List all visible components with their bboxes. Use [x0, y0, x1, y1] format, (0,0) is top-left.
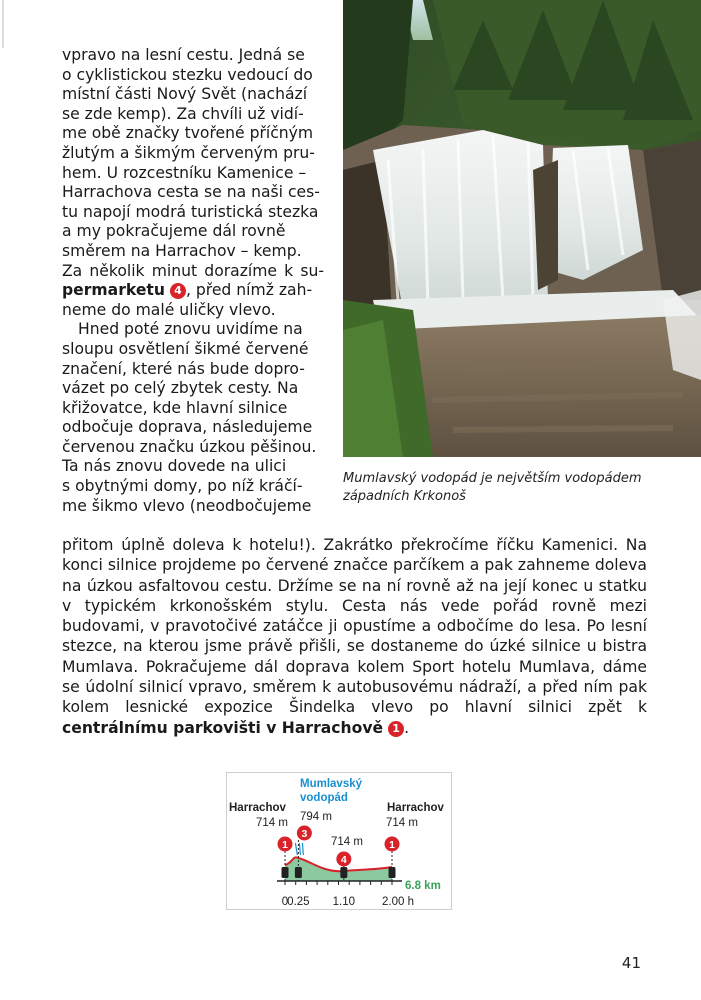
- paragraph-3-end: .: [404, 718, 410, 737]
- mid-elevation: 714 m: [331, 836, 363, 848]
- end-place-label: Harrachov: [387, 802, 444, 814]
- supermarket-bold: permarketu: [62, 281, 165, 300]
- waypoint-marker: [340, 867, 347, 878]
- waypoint-badge-4: 4: [170, 283, 186, 299]
- start-place-label: Harrachov: [229, 802, 286, 814]
- elevation-profile: [226, 772, 452, 910]
- time-tick-label: 1.10: [332, 896, 356, 908]
- waypoint-badge-number: 3: [301, 828, 308, 840]
- distance-label: 6.8 km: [405, 880, 441, 892]
- parking-bold: centrálnímu parkovišti v Harrachově: [62, 718, 384, 737]
- paragraph-3-text: přitom úplně doleva k hotelu!). Zakrátko překročíme říčku Kamenici. Na konci silnice projdeme po červené značce parčíkem a pak zahneme doleva na úzkou asfaltovou cestu. Držíme se na ní rovně až na její konec u statku v typickém krkonošském stylu. Cesta nás vede pořád rovně mezi budovami, v pravotočivé zatáčce ji opustíme a odbočíme do lesa. Po lesní stezce, na kterou jsme právě přišli, se dostaneme do úzké silnice u bistra Mumlava. Pokračujeme dál doprava kolem Sport hotelu Mumlava, dáme se údolní silnicí vpravo, směrem k autobusovému nádraží, a před ním pak kolem lesnické expozice Šindelka vlevo po hlavní silnici zpět k: [62, 536, 647, 717]
- end-elevation: 714 m: [386, 817, 418, 829]
- text-column: [62, 46, 324, 516]
- start-elevation: 714 m: [256, 817, 288, 829]
- waypoint-badge-number: 1: [389, 839, 395, 851]
- waypoint-badge-1: 1: [388, 721, 404, 737]
- photo-caption: Mumlavský vodopád je největším vodopádem západních Krkonoš: [343, 471, 642, 504]
- waypoint-badge-number: 4: [340, 854, 347, 866]
- paragraph-1-tail: neme do malé uličky vlevo.: [62, 300, 276, 319]
- text-full-width: [62, 535, 647, 738]
- paragraph-2: [62, 320, 324, 516]
- waypoint-badge-number: 1: [282, 839, 288, 851]
- paragraph-1-lines: vpravo na lesní cestu. Jedná se o cyklistickou stezku vedoucí do místní části Nový Svět (nachází se zde kemp). Za chvíli už vidí- me obě značky tvořené příčným žlutým a šikmým červeným pru- hem. U rozcestníku Kamenice – Harrachova cesta se na naši ces- tu napojí modrá turistická stezka a my pokračujeme dál rovně směrem na Harrachov – kemp. Za několik minut dorazíme k su-: [62, 46, 324, 280]
- page-number: 41: [621, 954, 641, 972]
- time-tick-label: 0.25: [287, 896, 310, 908]
- waterfall-place-label-line2: vodopád: [300, 792, 348, 804]
- waterfall-icon: [295, 843, 303, 855]
- time-tick-label: 2.00 h: [382, 896, 414, 908]
- waterfall-place-label-line1: Mumlavský: [300, 778, 363, 790]
- waypoint-marker: [389, 867, 396, 878]
- time-tick-label: 0: [281, 896, 289, 908]
- waterfall-elevation: 794 m: [300, 811, 332, 823]
- paragraph-3: [62, 535, 647, 738]
- waypoint-marker: [282, 867, 289, 878]
- paragraph-1-after-badge: , před nímž zah-: [185, 281, 313, 300]
- paragraph-1: [62, 46, 324, 320]
- page-edge-mark: [2, 0, 4, 48]
- waypoint-marker: [295, 867, 302, 878]
- paragraph-2-lines: Hned poté znovu uvidíme na sloupu osvětlení šikmé červené značení, které nás bude dopro- vázet po celý zbytek cesty. Na křižovatce, kde hlavní silnice odbočuje doprava, následujeme červenou značku úzkou pěšinou. Ta nás znovu dovede na ulici s obytnými domy, po níž kráčí- me šikmo vlevo (neodbočujeme: [62, 320, 317, 515]
- waterfall-photo: [343, 0, 701, 457]
